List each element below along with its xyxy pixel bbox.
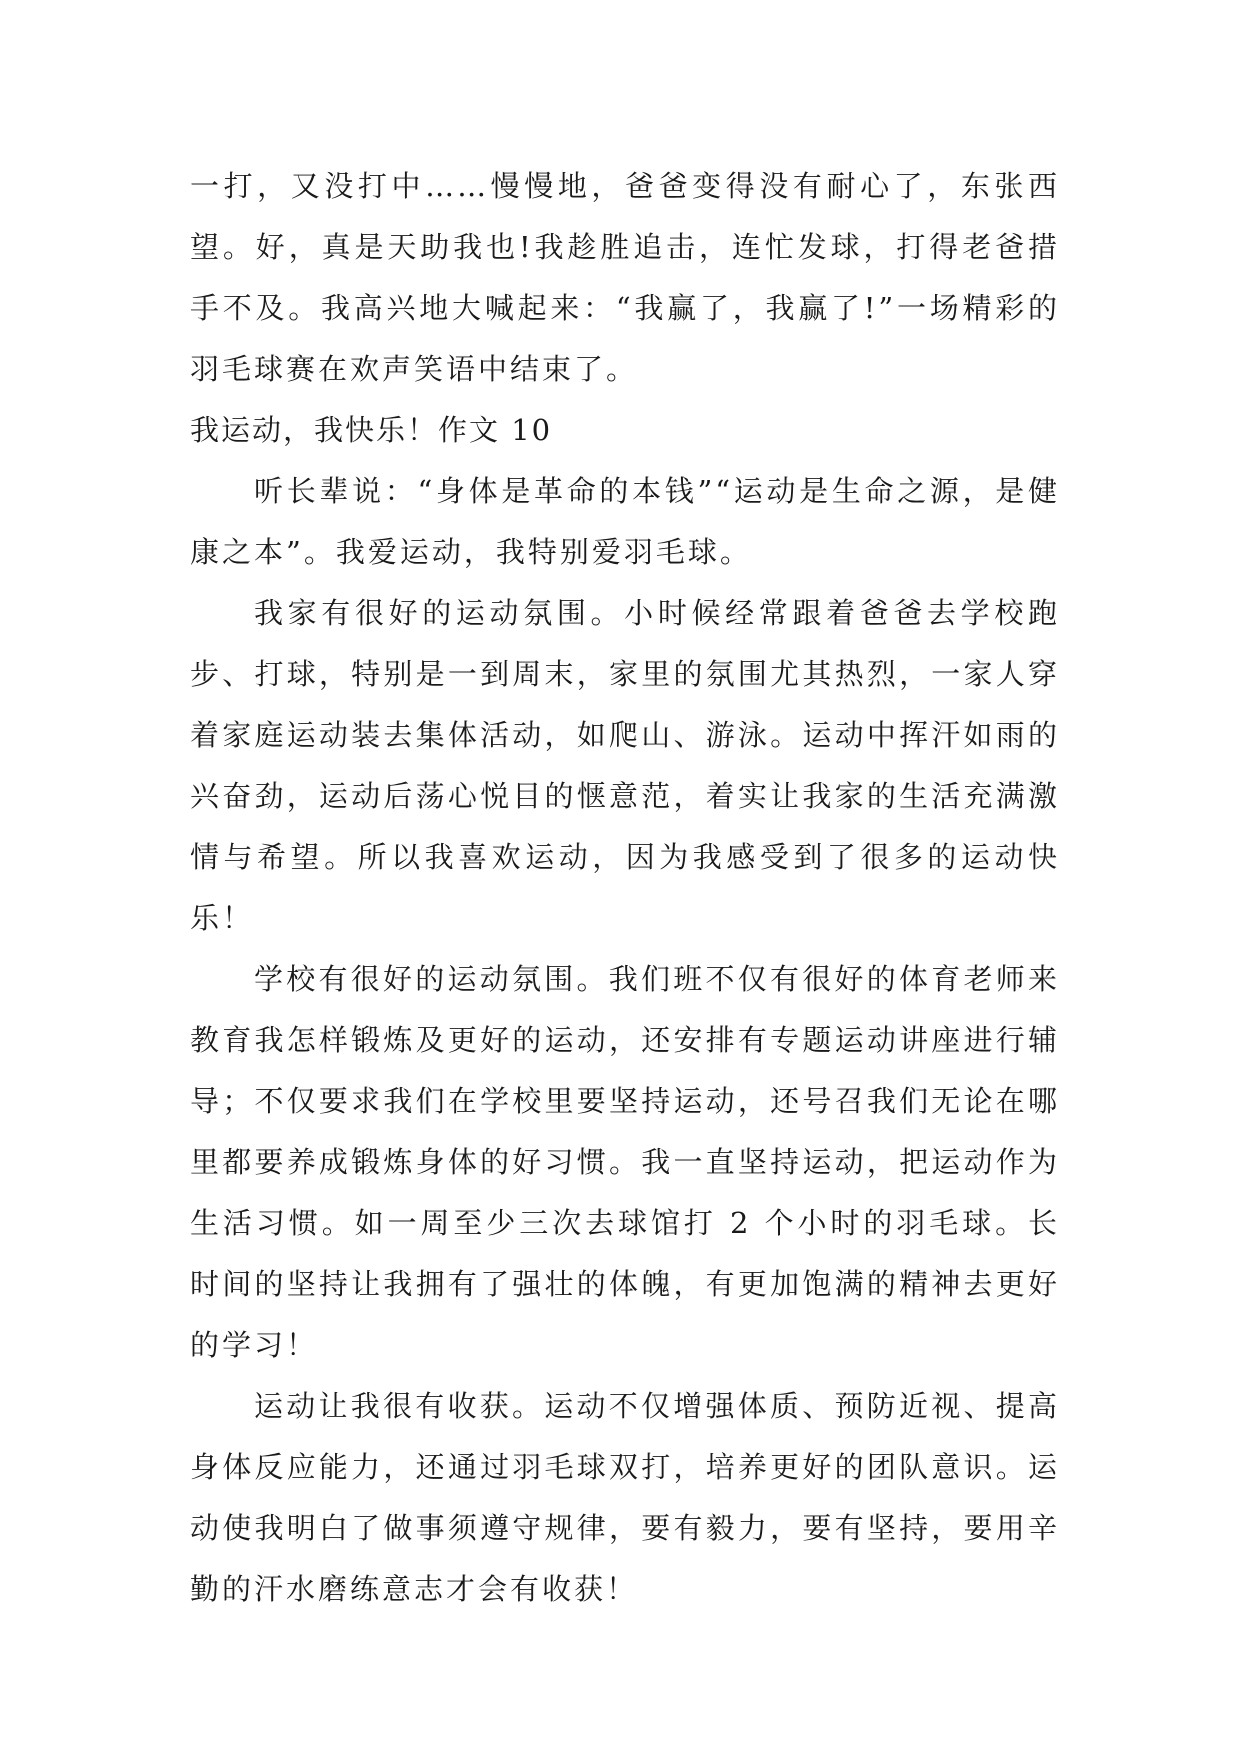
document-body bbox=[190, 156, 1060, 1620]
paragraph-1: 听长辈说：“身体是革命的本钱”“运动是生命之源，是健康之本”。我爱运动，我特别爱羽毛球。 bbox=[190, 474, 1060, 569]
paragraph-4: 运动让我很有收获。运动不仅增强体质、预防近视、提高身体反应能力，还通过羽毛球双打，培养更好的团队意识。运动使我明白了做事须遵守规律，要有毅力，要有坚持，要用辛勤的汗水磨练意志才会有收获！ bbox=[190, 1389, 1060, 1606]
paragraph-3: 学校有很好的运动氛围。我们班不仅有很好的体育老师来教育我怎样锻炼及更好的运动，还安排有专题运动讲座进行辅导；不仅要求我们在学校里要坚持运动，还号召我们无论在哪里都要养成锻炼身体的好习惯。我一直坚持运动，把运动作为生活习惯。如一周至少三次去球馆打 2 个小时的羽毛球。长时间的坚持让我拥有了强壮的体魄，有更加饱满的精神去更好的学习！ bbox=[190, 962, 1060, 1362]
essay-title: 我运动，我快乐！作文 10 bbox=[190, 413, 553, 447]
paragraph-2: 我家有很好的运动氛围。小时候经常跟着爸爸去学校跑步、打球，特别是一到周末，家里的氛围尤其热烈，一家人穿着家庭运动装去集体活动，如爬山、游泳。运动中挥汗如雨的兴奋劲，运动后荡心悦目的惬意范，着实让我家的生活充满激情与希望。所以我喜欢运动，因为我感受到了很多的运动快乐！ bbox=[190, 596, 1060, 935]
continued-paragraph: 一打，又没打中……慢慢地，爸爸变得没有耐心了，东张西望。好，真是天助我也!我趁胜追击，连忙发球，打得老爸措手不及。我高兴地大喊起来：“我赢了，我赢了!”一场精彩的羽毛球赛在欢声笑语中结束了。 bbox=[190, 169, 1060, 386]
